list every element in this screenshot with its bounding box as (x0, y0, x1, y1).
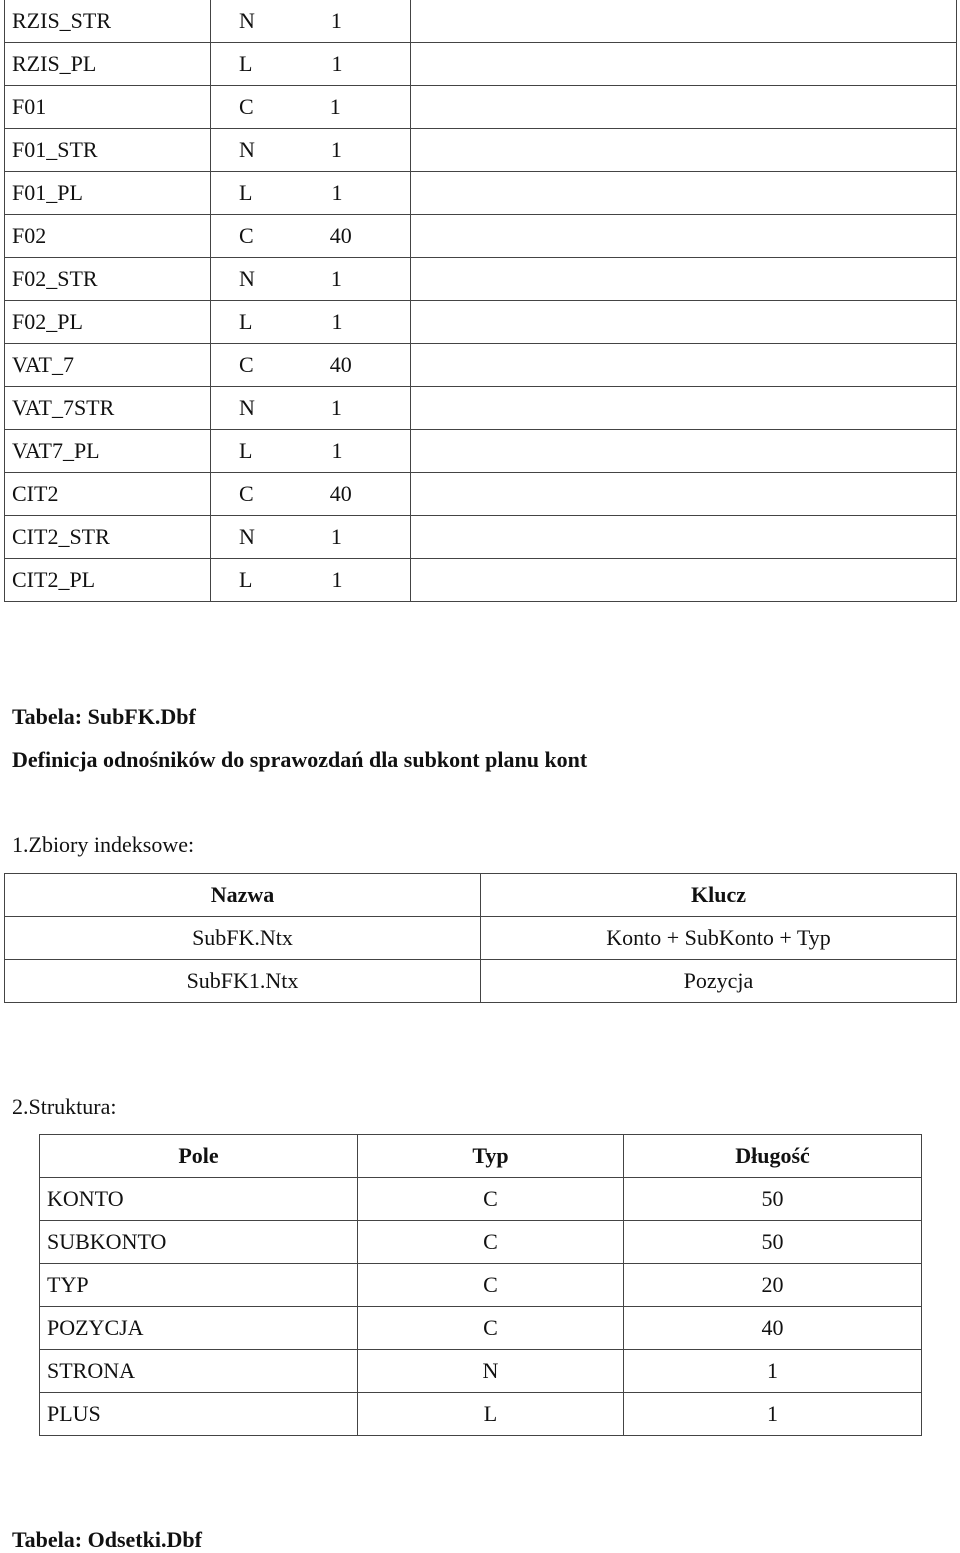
empty-cell (411, 387, 957, 430)
field-length-cell: 40 (624, 1307, 922, 1350)
table-row (5, 43, 957, 86)
field-name-cell: F01 (5, 86, 211, 129)
structure-table (39, 1134, 922, 1436)
table-row (40, 1264, 922, 1307)
empty-cell (411, 430, 957, 473)
empty-cell (411, 301, 957, 344)
field-name-cell: SUBKONTO (40, 1221, 358, 1264)
field-type-cell: N 1 (211, 387, 411, 430)
column-header-field: Pole (40, 1135, 358, 1178)
table-row (40, 1221, 922, 1264)
field-name-cell: F02 (5, 215, 211, 258)
empty-cell (411, 43, 957, 86)
field-length-cell: 1 (624, 1393, 922, 1436)
field-type-cell: L 1 (211, 43, 411, 86)
empty-cell (411, 516, 957, 559)
table-row (5, 129, 957, 172)
field-type-cell: C 40 (211, 215, 411, 258)
structure-heading: 2.Struktura: (12, 1094, 117, 1119)
empty-cell (411, 86, 957, 129)
table-row (5, 344, 957, 387)
field-type-cell: C 40 (211, 344, 411, 387)
index-heading: 1.Zbiory indeksowe: (12, 832, 195, 857)
field-type-cell: L (358, 1393, 624, 1436)
column-header-length: Długość (624, 1135, 922, 1178)
index-name-cell: SubFK1.Ntx (5, 960, 481, 1003)
field-name-cell: KONTO (40, 1178, 358, 1221)
table-row (5, 917, 957, 960)
table-row (5, 387, 957, 430)
field-length-cell: 1 (624, 1350, 922, 1393)
table-title: Tabela: SubFK.Dbf (12, 704, 196, 729)
field-type-cell: N 1 (211, 129, 411, 172)
field-name-cell: F01_PL (5, 172, 211, 215)
field-name-cell: CIT2_STR (5, 516, 211, 559)
empty-cell (411, 215, 957, 258)
field-length-cell: 50 (624, 1221, 922, 1264)
field-name-cell: PLUS (40, 1393, 358, 1436)
table-row (40, 1178, 922, 1221)
field-type-cell: C (358, 1307, 624, 1350)
field-name-cell: F01_STR (5, 129, 211, 172)
field-type-cell: N 1 (211, 516, 411, 559)
column-header-key: Klucz (481, 874, 957, 917)
table-row (5, 559, 957, 602)
field-type-cell: L 1 (211, 430, 411, 473)
field-type-cell: C 40 (211, 473, 411, 516)
field-name-cell: VAT_7STR (5, 387, 211, 430)
index-name-cell: SubFK.Ntx (5, 917, 481, 960)
table-row (5, 215, 957, 258)
field-name-cell: VAT_7 (5, 344, 211, 387)
field-structure-table-continued (4, 0, 957, 602)
table-row (5, 430, 957, 473)
table-row (40, 1350, 922, 1393)
field-name-cell: VAT7_PL (5, 430, 211, 473)
empty-cell (411, 129, 957, 172)
field-name-cell: CIT2 (5, 473, 211, 516)
field-structure-body (5, 0, 957, 602)
column-header-name: Nazwa (5, 874, 481, 917)
table-row (5, 258, 957, 301)
field-type-cell: C (358, 1264, 624, 1307)
index-key-cell: Konto + SubKonto + Typ (481, 917, 957, 960)
field-length-cell: 20 (624, 1264, 922, 1307)
table-row (5, 301, 957, 344)
field-type-cell: C (358, 1178, 624, 1221)
column-header-type: Typ (358, 1135, 624, 1178)
empty-cell (411, 344, 957, 387)
field-name-cell: F02_PL (5, 301, 211, 344)
field-type-cell: C 1 (211, 86, 411, 129)
empty-cell (411, 473, 957, 516)
table-header-row (5, 874, 957, 917)
table-row (40, 1307, 922, 1350)
field-type-cell: L 1 (211, 559, 411, 602)
index-table (4, 873, 957, 1003)
field-type-cell: L 1 (211, 172, 411, 215)
field-type-cell: C (358, 1221, 624, 1264)
field-type-cell: N 1 (211, 258, 411, 301)
field-name-cell: RZIS_STR (5, 0, 211, 43)
field-type-cell: N (358, 1350, 624, 1393)
field-name-cell: CIT2_PL (5, 559, 211, 602)
table-row (5, 516, 957, 559)
field-name-cell: TYP (40, 1264, 358, 1307)
table-header-row (40, 1135, 922, 1178)
field-name-cell: STRONA (40, 1350, 358, 1393)
table-row (5, 172, 957, 215)
table-row (40, 1393, 922, 1436)
empty-cell (411, 172, 957, 215)
field-type-cell: N 1 (211, 0, 411, 43)
table-row (5, 0, 957, 43)
index-key-cell: Pozycja (481, 960, 957, 1003)
empty-cell (411, 559, 957, 602)
field-name-cell: POZYCJA (40, 1307, 358, 1350)
field-type-cell: L 1 (211, 301, 411, 344)
table-row (5, 473, 957, 516)
table-row (5, 960, 957, 1003)
next-table-title: Tabela: Odsetki.Dbf (12, 1527, 202, 1552)
empty-cell (411, 0, 957, 43)
field-name-cell: RZIS_PL (5, 43, 211, 86)
table-row (5, 86, 957, 129)
empty-cell (411, 258, 957, 301)
field-name-cell: F02_STR (5, 258, 211, 301)
table-description: Definicja odnośników do sprawozdań dla subkont planu kont (12, 747, 588, 772)
field-length-cell: 50 (624, 1178, 922, 1221)
